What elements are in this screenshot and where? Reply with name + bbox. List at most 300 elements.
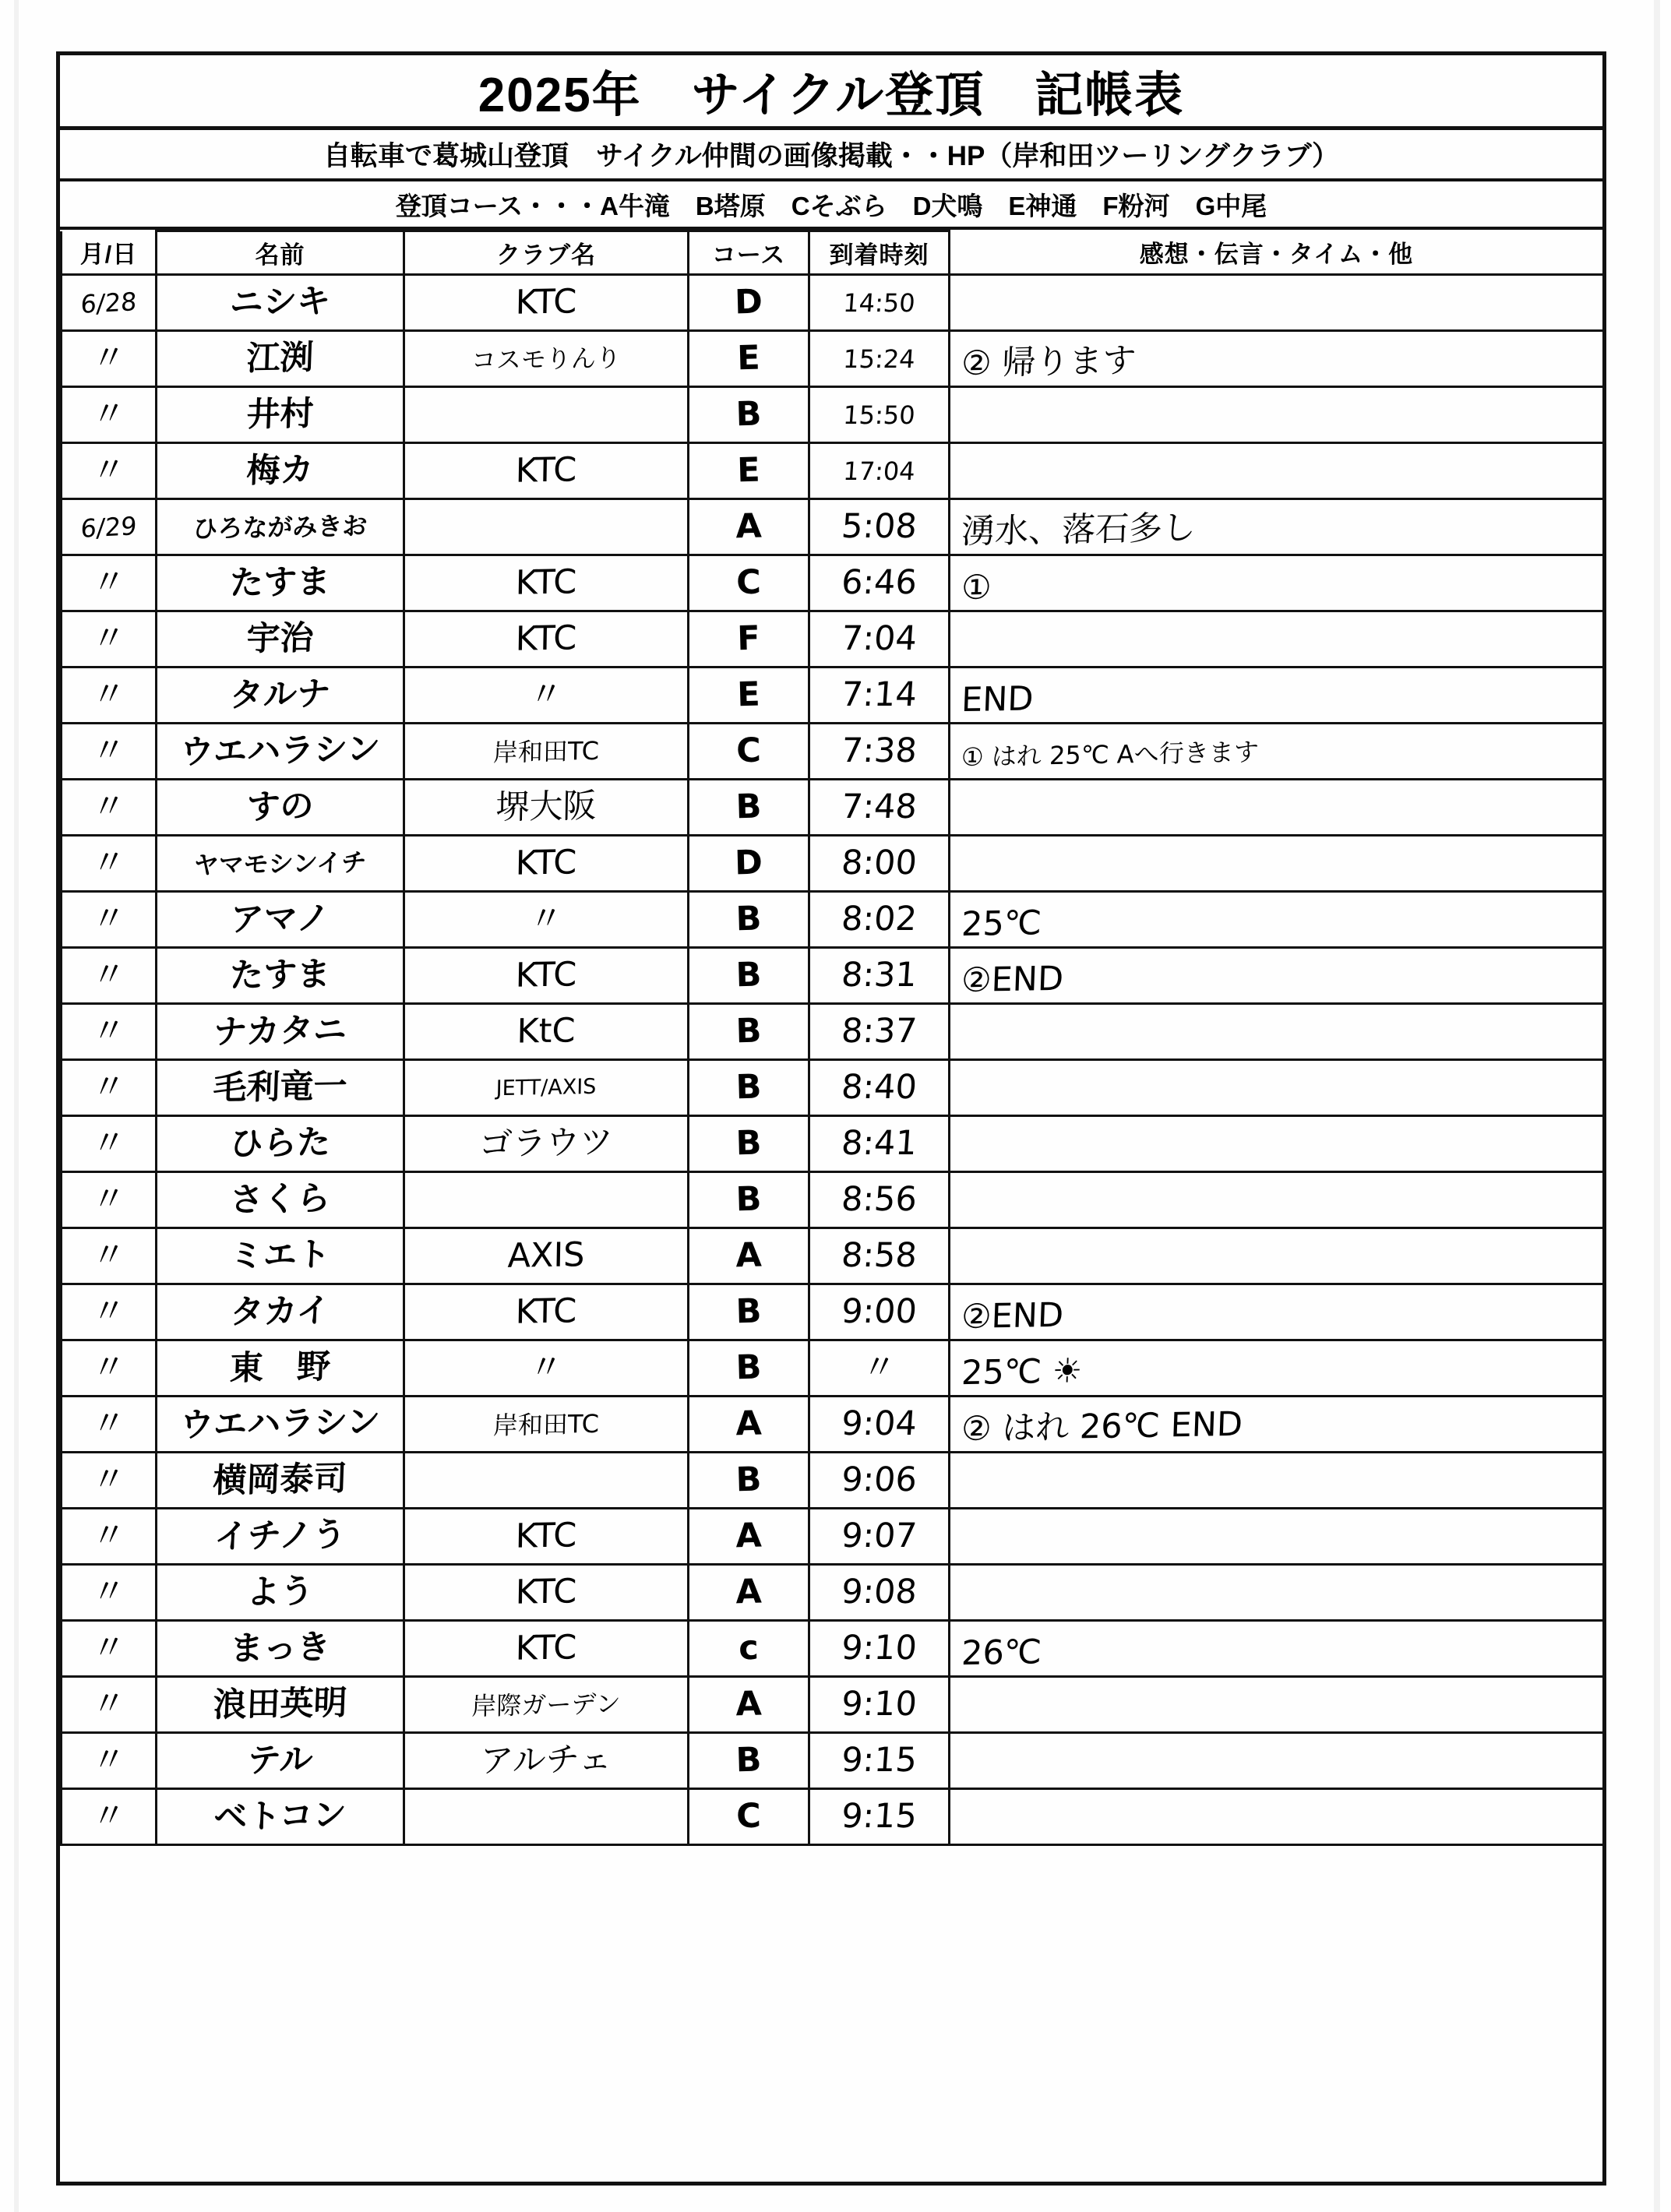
cell-date-text: 〃 bbox=[90, 842, 127, 884]
table-row bbox=[62, 892, 1604, 948]
cell-course bbox=[689, 499, 809, 555]
cell-course bbox=[689, 1004, 809, 1060]
cell-note-text bbox=[950, 465, 1602, 477]
cell-course-text: D bbox=[734, 843, 763, 883]
table-row bbox=[62, 555, 1604, 611]
cell-course-text: A bbox=[735, 1684, 763, 1724]
cell-note-text bbox=[950, 1699, 1602, 1710]
cell-time-text: 15:24 bbox=[842, 343, 916, 374]
cell-name bbox=[157, 1172, 404, 1228]
table-row bbox=[62, 948, 1604, 1004]
cell-club-text: アルチェ bbox=[480, 1739, 612, 1781]
cell-date bbox=[62, 443, 157, 499]
cell-name-text: 井村 bbox=[245, 394, 315, 435]
cell-name bbox=[157, 555, 404, 611]
cell-course-text: C bbox=[735, 562, 762, 603]
cell-course-text: C bbox=[735, 1796, 762, 1837]
cell-name bbox=[157, 611, 404, 667]
cell-name-text: ウエハラシン bbox=[179, 729, 381, 773]
cell-date bbox=[62, 1565, 157, 1621]
page-title: 2025年 サイクル登頂 記帳表 bbox=[478, 69, 1185, 122]
table-row bbox=[62, 1789, 1604, 1845]
cell-time bbox=[809, 611, 950, 667]
cell-club-text: KTC bbox=[515, 450, 577, 491]
cell-name bbox=[157, 836, 404, 892]
table-row bbox=[62, 499, 1604, 555]
cell-note bbox=[950, 1677, 1604, 1733]
cell-note-text: END bbox=[961, 679, 1035, 720]
cell-name bbox=[157, 1453, 404, 1509]
table-row bbox=[62, 331, 1604, 387]
cell-note bbox=[950, 667, 1604, 724]
cell-name-text: 宇治 bbox=[245, 618, 315, 659]
cell-note-text: 26℃ bbox=[961, 1633, 1042, 1674]
cell-course bbox=[689, 1621, 809, 1677]
cell-note bbox=[950, 275, 1604, 331]
cell-course-text: E bbox=[736, 338, 761, 379]
cell-course-text: A bbox=[735, 1572, 763, 1612]
title-row bbox=[60, 55, 1602, 130]
cell-club bbox=[404, 1116, 689, 1172]
cell-note bbox=[950, 1116, 1604, 1172]
table-row bbox=[62, 780, 1604, 836]
cell-name-text: 江渕 bbox=[245, 338, 315, 379]
cell-date bbox=[62, 1004, 157, 1060]
cell-time bbox=[809, 555, 950, 611]
cell-date-text: 〃 bbox=[90, 1571, 127, 1613]
page-edge-right bbox=[1654, 0, 1660, 2212]
cell-club bbox=[404, 1397, 689, 1453]
cell-club bbox=[404, 948, 689, 1004]
cell-note-text bbox=[950, 1138, 1602, 1150]
table-row bbox=[62, 1565, 1604, 1621]
cell-club bbox=[404, 1060, 689, 1116]
cell-club bbox=[404, 1509, 689, 1565]
cell-club bbox=[404, 780, 689, 836]
cell-time bbox=[809, 499, 950, 555]
cell-name-text: 梅カ bbox=[245, 450, 315, 491]
cell-time-text: 15:50 bbox=[842, 400, 916, 430]
cell-date bbox=[62, 1060, 157, 1116]
cell-note-text: ① bbox=[961, 568, 992, 608]
cell-name bbox=[157, 1116, 404, 1172]
cell-course bbox=[689, 724, 809, 780]
cell-date bbox=[62, 1621, 157, 1677]
cell-note-text bbox=[950, 1755, 1602, 1766]
cell-name bbox=[157, 780, 404, 836]
cell-date bbox=[62, 1397, 157, 1453]
course-legend: 登頂コース・・・A牛滝 B塔原 Cそぶら D犬鳴 E神通 F粉河 G中尾 bbox=[395, 191, 1267, 220]
cell-time bbox=[809, 1060, 950, 1116]
cell-course bbox=[689, 667, 809, 724]
cell-name bbox=[157, 892, 404, 948]
cell-name-text: たすま bbox=[229, 562, 331, 604]
cell-club-text: KTC bbox=[515, 282, 577, 322]
cell-note bbox=[950, 1228, 1604, 1284]
cell-course-text: B bbox=[735, 394, 763, 435]
cell-name bbox=[157, 1789, 404, 1845]
cell-club-text: 〃 bbox=[529, 675, 563, 715]
cell-name bbox=[157, 1397, 404, 1453]
cell-name bbox=[157, 1228, 404, 1284]
cell-club-text: KtC bbox=[516, 1011, 576, 1051]
column-header-club: クラブ名 bbox=[404, 231, 689, 275]
cell-course bbox=[689, 1789, 809, 1845]
cell-course-text: A bbox=[735, 506, 763, 547]
cell-course bbox=[689, 611, 809, 667]
cell-time-text: 8:02 bbox=[840, 900, 918, 939]
cell-name-text: 浪田英明 bbox=[212, 1683, 348, 1725]
cell-note-text bbox=[950, 1026, 1602, 1037]
cell-time bbox=[809, 1397, 950, 1453]
cell-time bbox=[809, 1116, 950, 1172]
cell-course bbox=[689, 387, 809, 443]
cell-course bbox=[689, 1284, 809, 1340]
cell-club-text: KTC bbox=[515, 1291, 577, 1332]
cell-course bbox=[689, 1509, 809, 1565]
cell-time-text: 9:00 bbox=[840, 1292, 918, 1331]
table-row bbox=[62, 1509, 1604, 1565]
cell-time-text: 9:06 bbox=[840, 1460, 918, 1499]
cell-date-text: 6/28 bbox=[79, 286, 138, 319]
cell-club-text: 岸際ガーデン bbox=[471, 1688, 622, 1721]
cell-date bbox=[62, 1340, 157, 1397]
cell-club-text bbox=[405, 1197, 687, 1202]
cell-name-text: 毛利竜一 bbox=[212, 1066, 348, 1108]
cell-club bbox=[404, 387, 689, 443]
cell-club bbox=[404, 836, 689, 892]
cell-name-text: よう bbox=[245, 1572, 315, 1612]
cell-date-text: 〃 bbox=[90, 1459, 127, 1501]
cell-time-text: 9:08 bbox=[840, 1573, 918, 1611]
cell-date bbox=[62, 1172, 157, 1228]
cell-time-text: 17:04 bbox=[842, 456, 916, 486]
cell-name-text: たすま bbox=[229, 954, 331, 996]
cell-name-text: ウエハラシン bbox=[179, 1402, 381, 1446]
cell-club-text: 〃 bbox=[529, 1347, 563, 1388]
cell-date-text: 〃 bbox=[90, 898, 127, 940]
cell-note bbox=[950, 836, 1604, 892]
cell-course bbox=[689, 1228, 809, 1284]
cell-date bbox=[62, 611, 157, 667]
table-row bbox=[62, 275, 1604, 331]
cell-note-text bbox=[950, 409, 1602, 421]
cell-course bbox=[689, 1116, 809, 1172]
cell-note-text: 25℃ ☀ bbox=[961, 1351, 1084, 1393]
cell-club-text: KTC bbox=[515, 1516, 577, 1556]
cell-date-text: 〃 bbox=[90, 1066, 127, 1108]
cell-note bbox=[950, 1004, 1604, 1060]
cell-club-text bbox=[405, 1814, 687, 1819]
cell-time-text: 8:37 bbox=[840, 1012, 918, 1051]
cell-note bbox=[950, 443, 1604, 499]
cell-course bbox=[689, 1397, 809, 1453]
table-row bbox=[62, 1060, 1604, 1116]
page-edge-left bbox=[14, 0, 19, 2212]
cell-time-text: 8:31 bbox=[840, 956, 918, 995]
cell-time bbox=[809, 724, 950, 780]
cell-note bbox=[950, 1172, 1604, 1228]
table-row bbox=[62, 1397, 1604, 1453]
cell-date bbox=[62, 1677, 157, 1733]
cell-club-text: KTC bbox=[515, 618, 577, 659]
cell-note bbox=[950, 1397, 1604, 1453]
cell-note-text: ②END bbox=[961, 959, 1064, 1001]
cell-club bbox=[404, 1172, 689, 1228]
cell-note-text: ② 帰ります bbox=[961, 341, 1137, 384]
cell-date-text: 〃 bbox=[90, 1347, 127, 1389]
cell-club bbox=[404, 1621, 689, 1677]
cell-name-text: ひらた bbox=[229, 1122, 331, 1164]
cell-course-text: B bbox=[735, 1460, 763, 1500]
cell-course-text: A bbox=[735, 1404, 763, 1444]
cell-club bbox=[404, 1004, 689, 1060]
table-row bbox=[62, 1621, 1604, 1677]
cell-club bbox=[404, 611, 689, 667]
cell-date-text: 〃 bbox=[90, 1178, 127, 1220]
cell-course-text: B bbox=[735, 1740, 763, 1781]
cell-name-text: テル bbox=[246, 1740, 314, 1781]
cell-date-text: 〃 bbox=[90, 674, 127, 716]
table-header-row bbox=[62, 231, 1604, 275]
cell-club-text: 〃 bbox=[529, 899, 563, 939]
cell-date-text: 〃 bbox=[90, 954, 127, 996]
cell-club-text: 岸和田TC bbox=[492, 1408, 600, 1440]
cell-note bbox=[950, 1621, 1604, 1677]
cell-course bbox=[689, 892, 809, 948]
cell-name bbox=[157, 443, 404, 499]
cell-time-text: 9:15 bbox=[840, 1797, 918, 1836]
table-row bbox=[62, 1172, 1604, 1228]
cell-name-text: ベトコン bbox=[213, 1795, 347, 1837]
cell-name bbox=[157, 1284, 404, 1340]
table-row bbox=[62, 1453, 1604, 1509]
cell-time bbox=[809, 1621, 950, 1677]
form-frame bbox=[56, 51, 1606, 2186]
cell-note bbox=[950, 892, 1604, 948]
cell-date-text: 〃 bbox=[90, 1515, 127, 1557]
table-row bbox=[62, 1340, 1604, 1397]
cell-name-text: ひろながみきお bbox=[192, 510, 368, 544]
cell-course-text: B bbox=[735, 955, 763, 995]
cell-name bbox=[157, 1565, 404, 1621]
table-row bbox=[62, 1228, 1604, 1284]
cell-course bbox=[689, 836, 809, 892]
cell-time-text: 7:14 bbox=[840, 675, 918, 714]
cell-club bbox=[404, 1789, 689, 1845]
cell-date bbox=[62, 1284, 157, 1340]
cell-note-text bbox=[950, 1250, 1602, 1262]
cell-note bbox=[950, 555, 1604, 611]
cell-club bbox=[404, 667, 689, 724]
cell-club bbox=[404, 275, 689, 331]
cell-note-text bbox=[950, 1811, 1602, 1823]
cell-name bbox=[157, 1060, 404, 1116]
cell-time-text: 9:15 bbox=[840, 1741, 918, 1780]
cell-date bbox=[62, 1228, 157, 1284]
cell-date bbox=[62, 780, 157, 836]
cell-name bbox=[157, 948, 404, 1004]
cell-name-text: アマノ bbox=[229, 898, 331, 940]
cell-club bbox=[404, 1228, 689, 1284]
cell-note-text bbox=[950, 1530, 1602, 1542]
cell-date bbox=[62, 836, 157, 892]
cell-course-text: E bbox=[736, 675, 761, 715]
cell-name-text: ナカタニ bbox=[213, 1010, 347, 1052]
cell-club-text: 堺大阪 bbox=[495, 786, 597, 828]
cell-date bbox=[62, 948, 157, 1004]
cell-name bbox=[157, 387, 404, 443]
table-row bbox=[62, 1004, 1604, 1060]
cell-date-text: 〃 bbox=[90, 1795, 127, 1837]
cell-club bbox=[404, 1340, 689, 1397]
cell-club-text: KTC bbox=[515, 1572, 577, 1612]
cell-club-text bbox=[405, 524, 687, 529]
cell-club bbox=[404, 1453, 689, 1509]
cell-date bbox=[62, 275, 157, 331]
cell-name bbox=[157, 1340, 404, 1397]
cell-time-text: 8:40 bbox=[840, 1068, 918, 1107]
cell-course bbox=[689, 948, 809, 1004]
cell-time bbox=[809, 1565, 950, 1621]
cell-date bbox=[62, 1116, 157, 1172]
cell-club bbox=[404, 1733, 689, 1789]
cell-date-text: 〃 bbox=[90, 1291, 127, 1333]
cell-name bbox=[157, 1733, 404, 1789]
cell-name-text: さくら bbox=[229, 1178, 331, 1220]
cell-date-text: 6/29 bbox=[79, 510, 138, 544]
cell-course bbox=[689, 1340, 809, 1397]
cell-name-text: すの bbox=[245, 787, 315, 827]
cell-note-text bbox=[950, 1587, 1602, 1598]
cell-name bbox=[157, 1621, 404, 1677]
cell-name bbox=[157, 1004, 404, 1060]
cell-time bbox=[809, 1677, 950, 1733]
cell-note bbox=[950, 1565, 1604, 1621]
cell-club-text: ゴラウツ bbox=[478, 1122, 614, 1164]
cell-club bbox=[404, 443, 689, 499]
cell-course-text: F bbox=[736, 618, 761, 659]
cell-time bbox=[809, 1172, 950, 1228]
cell-club bbox=[404, 724, 689, 780]
cell-time-text: 〃 bbox=[861, 1348, 897, 1387]
cell-club-text: KTC bbox=[515, 843, 577, 883]
table-row bbox=[62, 1116, 1604, 1172]
cell-note bbox=[950, 331, 1604, 387]
table-row bbox=[62, 1284, 1604, 1340]
cell-club-text: 岸和田TC bbox=[492, 735, 600, 767]
log-table bbox=[60, 230, 1605, 1846]
column-header-name: 名前 bbox=[157, 231, 404, 275]
column-header-course: コース bbox=[689, 231, 809, 275]
cell-date-text: 〃 bbox=[90, 1627, 127, 1669]
cell-time-text: 7:48 bbox=[840, 787, 918, 826]
cell-course-text: B bbox=[735, 1179, 763, 1220]
cell-name bbox=[157, 724, 404, 780]
cell-date-text: 〃 bbox=[90, 730, 127, 772]
cell-note bbox=[950, 1340, 1604, 1397]
cell-club bbox=[404, 1677, 689, 1733]
cell-time-text: 14:50 bbox=[842, 287, 916, 318]
cell-time-text: 5:08 bbox=[840, 507, 918, 546]
cell-note-text: ②END bbox=[961, 1295, 1064, 1337]
cell-time bbox=[809, 1004, 950, 1060]
cell-course-text: B bbox=[735, 1347, 763, 1388]
cell-note bbox=[950, 499, 1604, 555]
column-header-date: 月/日 bbox=[62, 231, 157, 275]
cell-note-text: 25℃ bbox=[961, 903, 1042, 945]
cell-time-text: 6:46 bbox=[840, 563, 918, 602]
cell-time-text: 9:04 bbox=[840, 1404, 918, 1443]
cell-time-text: 7:04 bbox=[840, 619, 918, 658]
cell-date bbox=[62, 331, 157, 387]
cell-name-text: ヤマモシンイチ bbox=[193, 847, 367, 880]
cell-time-text: 9:10 bbox=[840, 1685, 918, 1724]
table-row bbox=[62, 611, 1604, 667]
cell-note-text bbox=[950, 801, 1602, 813]
cell-date bbox=[62, 1733, 157, 1789]
cell-date-text: 〃 bbox=[90, 337, 127, 379]
cell-time-text: 8:00 bbox=[840, 844, 918, 882]
cell-club bbox=[404, 331, 689, 387]
cell-note-text bbox=[950, 1082, 1602, 1094]
cell-course bbox=[689, 331, 809, 387]
cell-course-text: B bbox=[735, 1123, 763, 1164]
cell-name-text: 横岡泰司 bbox=[212, 1459, 348, 1501]
subtitle: 自転車で葛城山登頂 サイクル仲間の画像掲載・・HP（岸和田ツーリングクラブ） bbox=[323, 141, 1340, 171]
cell-time bbox=[809, 780, 950, 836]
cell-name bbox=[157, 667, 404, 724]
cell-time bbox=[809, 1789, 950, 1845]
cell-note bbox=[950, 387, 1604, 443]
cell-time-text: 7:38 bbox=[840, 731, 918, 770]
cell-note bbox=[950, 1060, 1604, 1116]
cell-time bbox=[809, 836, 950, 892]
cell-club-text bbox=[405, 1478, 687, 1482]
cell-date-text: 〃 bbox=[90, 449, 127, 491]
table-row bbox=[62, 667, 1604, 724]
cell-date bbox=[62, 387, 157, 443]
cell-time bbox=[809, 443, 950, 499]
cell-club-text: コスモりんり bbox=[471, 342, 622, 375]
table-row bbox=[62, 1733, 1604, 1789]
cell-name-text: まっき bbox=[229, 1627, 331, 1669]
cell-note bbox=[950, 1733, 1604, 1789]
cell-note-text bbox=[950, 633, 1602, 645]
cell-name-text: ニシキ bbox=[229, 281, 331, 323]
cell-club-text: KTC bbox=[515, 1628, 577, 1668]
cell-course bbox=[689, 1172, 809, 1228]
cell-name-text: 東 野 bbox=[229, 1347, 331, 1389]
cell-time bbox=[809, 948, 950, 1004]
table-body bbox=[62, 275, 1604, 1845]
cell-date bbox=[62, 555, 157, 611]
cell-time bbox=[809, 1340, 950, 1397]
cell-time-text: 8:56 bbox=[840, 1180, 918, 1219]
cell-course bbox=[689, 1733, 809, 1789]
cell-date bbox=[62, 1453, 157, 1509]
cell-time bbox=[809, 1509, 950, 1565]
cell-course-text: B bbox=[735, 1291, 763, 1332]
cell-note bbox=[950, 1509, 1604, 1565]
cell-date-text: 〃 bbox=[90, 1683, 127, 1725]
cell-date bbox=[62, 724, 157, 780]
cell-club bbox=[404, 555, 689, 611]
cell-club bbox=[404, 1565, 689, 1621]
cell-time-text: 8:58 bbox=[840, 1236, 918, 1275]
cell-course-text: D bbox=[734, 282, 763, 322]
table-row bbox=[62, 443, 1604, 499]
